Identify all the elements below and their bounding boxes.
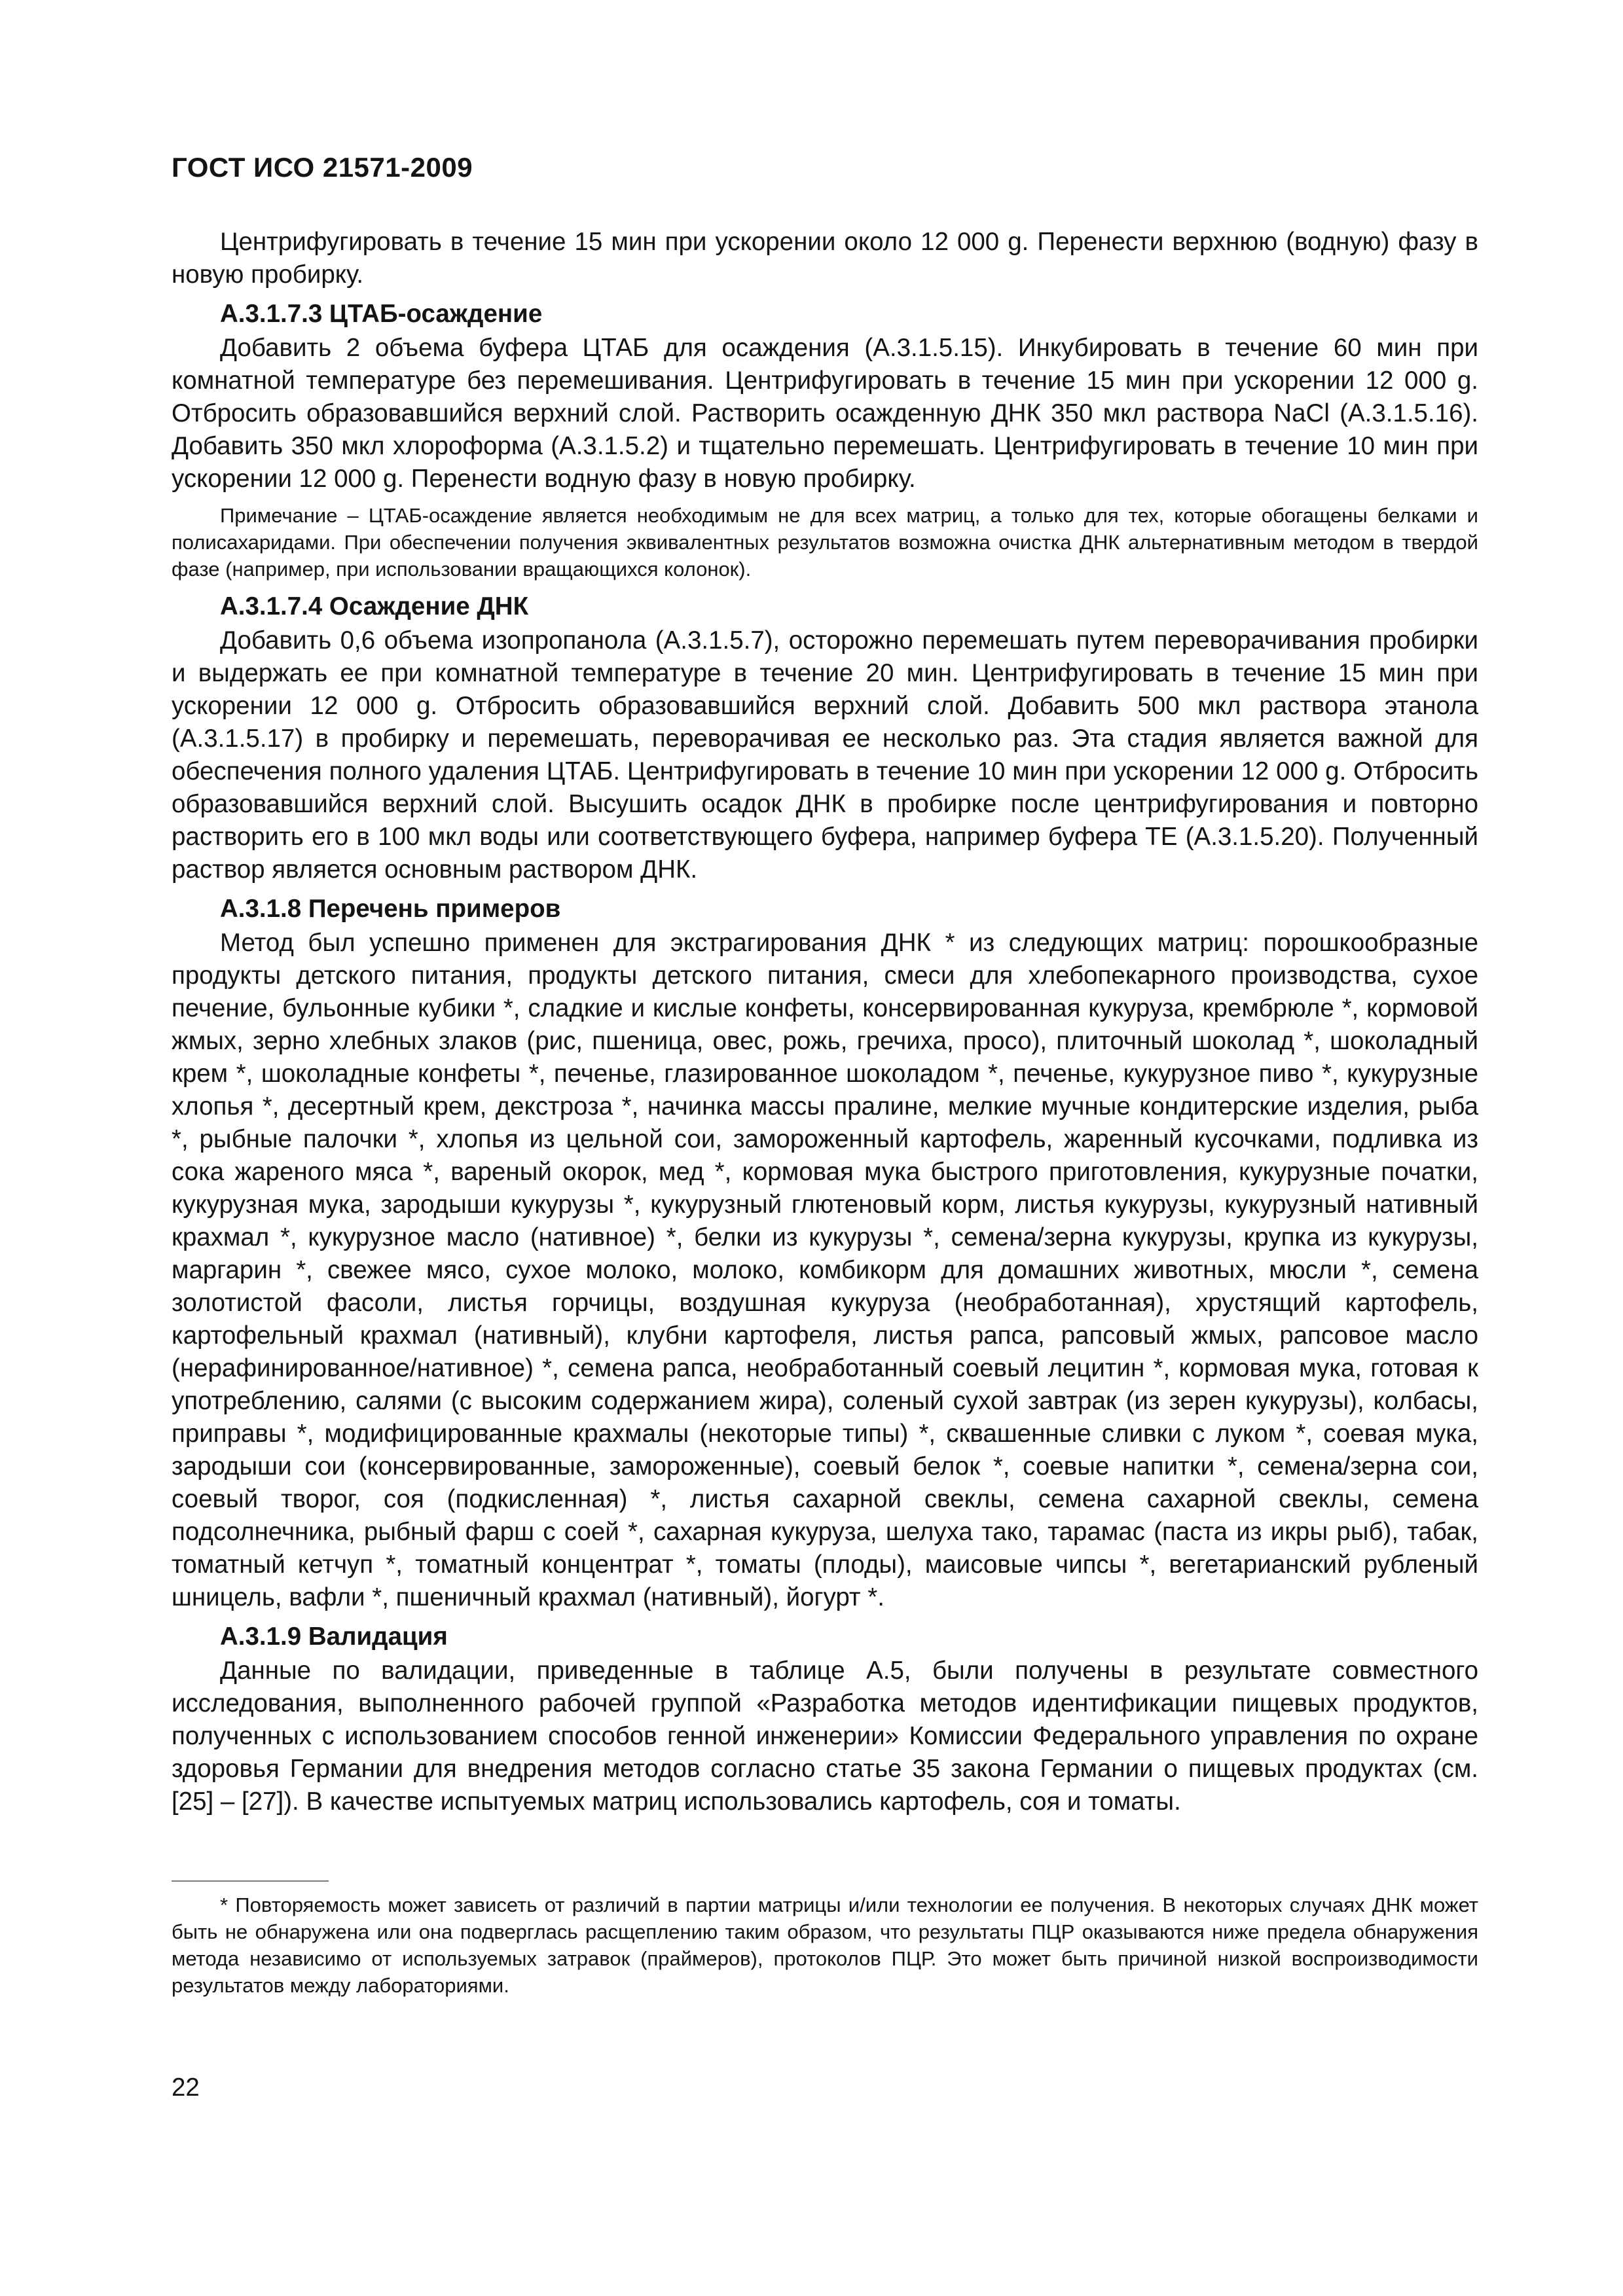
section-heading-examples: А.3.1.8 Перечень примеров xyxy=(220,895,561,923)
document-header: ГОСТ ИСО 21571-2009 xyxy=(172,152,473,183)
section-heading-validation: А.3.1.9 Валидация xyxy=(220,1623,448,1651)
section-note-ctab: Примечание – ЦТАБ-осаждение является необходимым не для всех матриц, а только для тех, которые обогащены белками и полисахаридами. При обеспечении получения эквивалентных результатов возможна очистка ДНК альтернативным методом в твердой фазе (например, при использовании вращающихся колонок). xyxy=(172,504,1478,581)
section-heading-dna-precipitation: А.3.1.7.4 Осаждение ДНК xyxy=(220,592,529,620)
document-body xyxy=(172,226,1478,1825)
section-body-examples: Метод был успешно применен для экстрагирования ДНК * из следующих матриц: порошкообразные продукты детского питания, продукты детского питания, смеси для хлебопекарного производства, сухое печение, бульонные кубики *, сладкие и кислые конфеты, консервированная кукуруза, крембрюле *, кормовой жмых, зерно хлебных злаков (рис, пшеница, овес, рожь, гречиха, просо), плиточный шоколад *, шоколадный крем *, шоколадные конфеты *, печенье, глазированное шоколадом *, печенье, кукурузное пиво *, кукурузные хлопья *, десертный крем, декстроза *, начинка массы пралине, мелкие мучные кондитерские изделия, рыба *, рыбные палочки *, хлопья из цельной сои, замороженный картофель, жаренный кусочками, подливка из сока жареного мяса *, вареный окорок, мед *, кормовая мука быстрого приготовления, кукурузные початки, кукурузная мука, зародыши кукурузы *, кукурузный глютеновый корм, листья кукурузы, кукурузный нативный крахмал *, кукурузное масло (нативное) *, белки из кукурузы *, семена/зерна кукурузы, крупка из кукурузы, маргарин *, свежее мясо, сухое молоко, молоко, комбикорм для домашних животных, мюсли *, семена золотистой фасоли, листья горчицы, воздушная кукуруза (необработанная), хрустящий картофель, картофельный крахмал (нативный), клубни картофеля, листья рапса, рапсовый жмых, рапсовое масло (нерафинированное/нативное) *, семена рапса, необработанный соевый лецитин *, кормовая мука, готовая к употреблению, салями (с высоким содержанием жира), соленый сухой завтрак (из зерен кукурузы), колбасы, приправы *, модифицированные крахмалы (некоторые типы) *, сквашенные сливки с луком *, соевая мука, зародыши сои (консервированные, замороженные), соевый белок *, соевые напитки *, семена/зерна сои, соевый творог, соя (подкисленная) *, листья сахарной свеклы, семена сахарной свеклы, семена подсолнечника, рыбный фарш с соей *, сахарная кукуруза, шелуха тако, тарамас (паста из икры рыб), табак, томатный кетчуп *, томатный концентрат *, томаты (плоды), маисовые чипсы *, вегетарианский рубленый шницель, вафли *, пшеничный крахмал (нативный), йогурт *. xyxy=(172,929,1478,1611)
section-body-ctab: Добавить 2 объема буфера ЦТАБ для осаждения (А.3.1.5.15). Инкубировать в течение 60 мин при комнатной температуре без перемешивания. Центрифугировать в течение 15 мин при ускорении 12 000 g. Отбросить образовавшийся верхний слой. Растворить осажденную ДНК 350 мкл раствора NaCl (А.3.1.5.16). Добавить 350 мкл хлороформа (А.3.1.5.2) и тщательно перемешать. Центрифугировать в течение 10 мин при ускорении 12 000 g. Перенести водную фазу в новую пробирку. xyxy=(172,334,1478,493)
section-body-validation: Данные по валидации, приведенные в таблице А.5, были получены в результате совместного исследования, выполненного рабочей группой «Разработка методов идентификации пищевых продуктов, полученных с использованием способов генной инженерии» Комиссии Федерального управления по охране здоровья Германии для внедрения методов согласно статье 35 закона Германии о пищевых продуктах (см. [25] – [27]). В качестве испытуемых матриц использовались картофель, соя и томаты. xyxy=(172,1657,1478,1816)
section-heading-ctab: А.3.1.7.3 ЦТАБ-осаждение xyxy=(220,300,543,328)
footnote: * Повторяемость может зависеть от различий в партии матрицы и/или технологии ее получения. В некоторых случаях ДНК может быть не обнаружена или она подверглась расщеплению таким образом, что результаты ПЦР оказываются ниже предела обнаружения метода независимо от используемых затравок (праймеров), протоколов ПЦР. Это может быть причиной низкой воспроизводимости результатов между лабораториями. xyxy=(172,1893,1478,1997)
section-body-dna-precipitation: Добавить 0,6 объема изопропанола (А.3.1.5.7), осторожно перемешать путем переворачивания пробирки и выдержать ее при комнатной температуре в течение 20 мин. Центрифугировать в течение 15 мин при ускорении 12 000 g. Отбросить образовавшийся верхний слой. Добавить 500 мкл раствора этанола (А.3.1.5.17) в пробирку и перемешать, переворачивая ее несколько раз. Эта стадия является важной для обеспечения полного удаления ЦТАБ. Центрифугировать в течение 10 мин при ускорении 12 000 g. Отбросить образовавшийся верхний слой. Высушить осадок ДНК в пробирке после центрифугирования и повторно растворить его в 100 мкл воды или соответствующего буфера, например буфера ТЕ (А.3.1.5.20). Полученный раствор является основным раствором ДНК. xyxy=(172,626,1478,884)
footnote-divider xyxy=(172,1880,329,1882)
intro-paragraph: Центрифугировать в течение 15 мин при ускорении около 12 000 g. Перенести верхнюю (водную) фазу в новую пробирку. xyxy=(172,228,1478,289)
page-number: 22 xyxy=(172,2073,200,2102)
